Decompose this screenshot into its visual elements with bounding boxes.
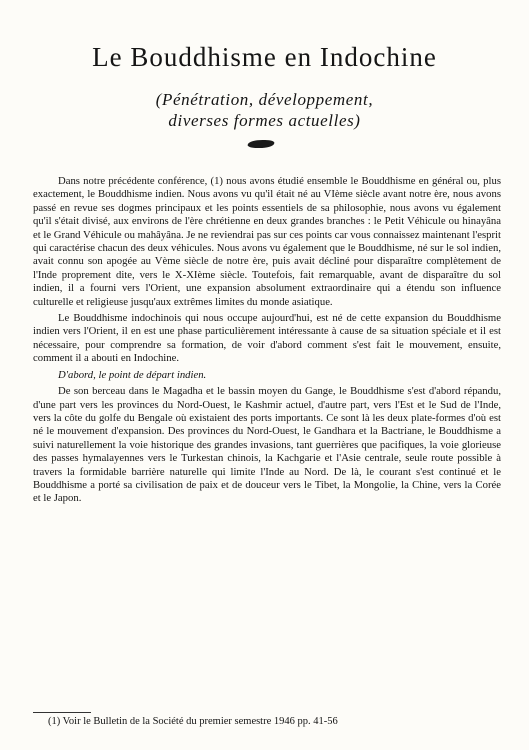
footnote: (1) Voir le Bulletin de la Société du premier semestre 1946 pp. 41-56 <box>48 716 338 727</box>
body-text <box>33 175 501 509</box>
ornament-dash-icon <box>247 140 276 148</box>
page-title: Le Bouddhisme en Indochine <box>92 42 437 72</box>
section-heading: D'abord, le point de départ indien. <box>58 368 207 381</box>
paragraph-1: Dans notre précédente conférence, (1) nous avons étudié ensemble le Bouddhisme en général ou, plus exactement, le Bouddhisme indien. Nous avons vu qu'il était né au VIème siècle avant notre ère, nous avons passé en revue ses dogmes principaux et les points essentiels de sa philosophie, nous avons vu également qu'il s'était divisé, aux environs de l'ère chrétienne en deux grandes branches : le Petit Véhicule ou hinayâna et le Grand Véhicule ou mahâyâna. Je ne reviendrai pas sur ces points car vous connaissez maintenant l'esprit qui caractérise chacun des deux véhicules. Nous avons vu également que le Bouddhisme, né sur le sol indien, avait connu son apogée au Vème siècle de notre ère, puis avait décliné pour disparaître complètement de l'Inde proprement dite, vers le X-XIème siècle. Toutefois, fait remarquable, avant de disparaître du sol indien, il a fourni vers l'Orient, une expansion absolument extraordinaire qui a étendu son influence culturelle et religieuse jusqu'aux extrêmes limites du monde asiatique. <box>33 175 501 308</box>
subtitle-line-1: (Pénétration, développement, <box>155 90 374 109</box>
footnote-divider <box>33 712 91 713</box>
paragraph-3: De son berceau dans le Magadha et le bassin moyen du Gange, le Bouddhisme s'est d'abord répandu, d'une part vers les provinces du Nord-Ouest, le Kashmir actuel, d'autre part, vers l'Est et le Sud de l'Inde, vers la côte du golfe du Bengale où existaient des ports importants. Ce sont là les deux plate-formes d'où est né le mouvement d'expansion. Des provinces du Nord-Ouest, le Gandhara et la Bactriane, le Bouddhisme a suivi naturellement la voie historique des grandes invasions, tant guerrières que pacifiques, la voie glorieuse des passes hymalayennes vers le Turkestan chinois, la Kachgarie et l'Asie centrale, seule route possible à travers la formidable barrière naturelle qui limite l'Inde au Nord. De là, le courant s'est continué et le Bouddhisme a porté sa civilisation de paix et de douceur vers le Tibet, la Mongolie, la Chine, vers la Corée et le Japon. <box>33 385 501 505</box>
subtitle-line-2: diverses formes actuelles) <box>168 111 361 130</box>
paragraph-2: Le Bouddhisme indochinois qui nous occupe aujourd'hui, est né de cette expansion du Bouddhisme indien vers l'Orient, il en est une phase particulièrement intéressante à cause de sa situation spéciale et il est nécessaire, pour comprendre sa formation, de voir d'abord comment s'est fait le mouvement, ensuite, comment il a abouti en Indochine. <box>33 312 501 365</box>
